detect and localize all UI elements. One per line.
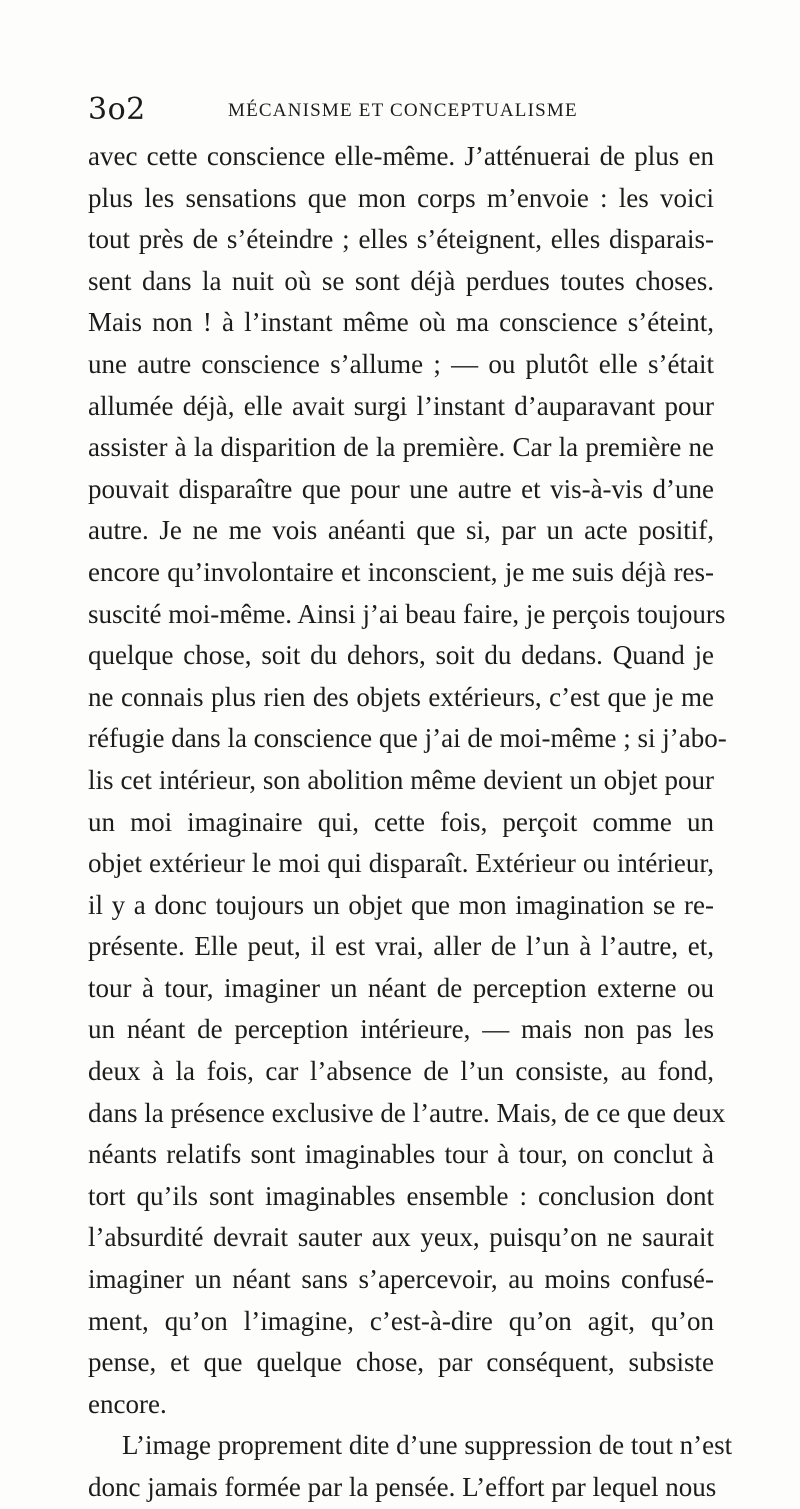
text-line: il y a donc toujours un objet que mon imagination se re- xyxy=(88,889,714,920)
text-line: quelque chose, soit du dehors, soit du dedans. Quand je xyxy=(88,640,714,671)
text-line: avec cette conscience elle-même. J’atténuerai de plus en xyxy=(88,141,714,171)
text-line: encore qu’involontaire et inconscient, je me suis déjà res- xyxy=(88,556,714,587)
text-line: encore. xyxy=(88,1388,167,1419)
text-line: deux à la fois, car l’absence de l’un consiste, au fond, xyxy=(88,1056,714,1087)
body-text xyxy=(88,136,733,1509)
text-line: imaginer un néant sans s’apercevoir, au moins confusé- xyxy=(88,1264,714,1295)
text-line: sent dans la nuit où se sont déjà perdues toutes choses. xyxy=(88,265,714,296)
text-line: plus les sensations que mon corps m’envoie : les voici xyxy=(88,182,714,213)
text-line: ne connais plus rien des objets extérieurs, c’est que je me xyxy=(88,681,714,712)
text-line: dans la présence exclusive de l’autre. Mais, de ce que deux xyxy=(88,1097,726,1128)
text-line: tour à tour, imaginer un néant de perception externe ou xyxy=(88,972,714,1003)
running-title: MÉCANISME ET CONCEPTUALISME xyxy=(228,100,578,121)
text-line: donc jamais formée par la pensée. L’effort par lequel nous xyxy=(88,1472,717,1502)
text-line: l’absurdité devrait sauter aux yeux, puisqu’on ne saurait xyxy=(88,1222,714,1253)
text-line: suscité moi-même. Ainsi j’ai beau faire, je perçois toujours xyxy=(88,598,726,629)
text-line: tort qu’ils sont imaginables ensemble : conclusion dont xyxy=(88,1180,714,1211)
text-line: pouvait disparaître que pour une autre et vis-à-vis d’une xyxy=(88,473,714,504)
text-line: assister à la disparition de la première. Car la première ne xyxy=(88,432,714,463)
text-line: un néant de perception intérieure, — mais non pas les xyxy=(88,1014,714,1045)
page-number: 3o2 xyxy=(88,92,146,127)
text-line: néants relatifs sont imaginables tour à tour, on conclut à xyxy=(88,1139,714,1170)
text-line: ment, qu’on l’imagine, c’est-à-dire qu’on agit, qu’on xyxy=(88,1305,714,1336)
text-line: un moi imaginaire qui, cette fois, perçoit comme un xyxy=(88,806,714,837)
text-line: objet extérieur le moi qui disparaît. Extérieur ou intérieur, xyxy=(88,848,714,879)
text-line: réfugie dans la conscience que j’ai de moi-même ; si j’abo- xyxy=(88,723,727,754)
paragraph xyxy=(88,1425,733,1508)
text-line: présente. Elle peut, il est vrai, aller de l’un à l’autre, et, xyxy=(88,931,714,962)
text-line: allumée déjà, elle avait surgi l’instant d’auparavant pour xyxy=(88,390,714,421)
page-header xyxy=(88,92,708,128)
text-line: autre. Je ne me vois anéanti que si, par un acte positif, xyxy=(88,515,714,546)
text-line: Mais non ! à l’instant même où ma conscience s’éteint, xyxy=(88,307,714,338)
text-line: tout près de s’éteindre ; elles s’éteignent, elles disparais- xyxy=(88,224,714,255)
text-line: pense, et que quelque chose, par conséquent, subsiste xyxy=(88,1347,714,1378)
text-line: L’image proprement dite d’une suppression de tout n’est xyxy=(122,1430,733,1461)
paragraph xyxy=(88,136,727,1425)
text-line: lis cet intérieur, son abolition même devient un objet pour xyxy=(88,764,714,795)
text-line: une autre conscience s’allume ; — ou plutôt elle s’était xyxy=(88,348,714,379)
